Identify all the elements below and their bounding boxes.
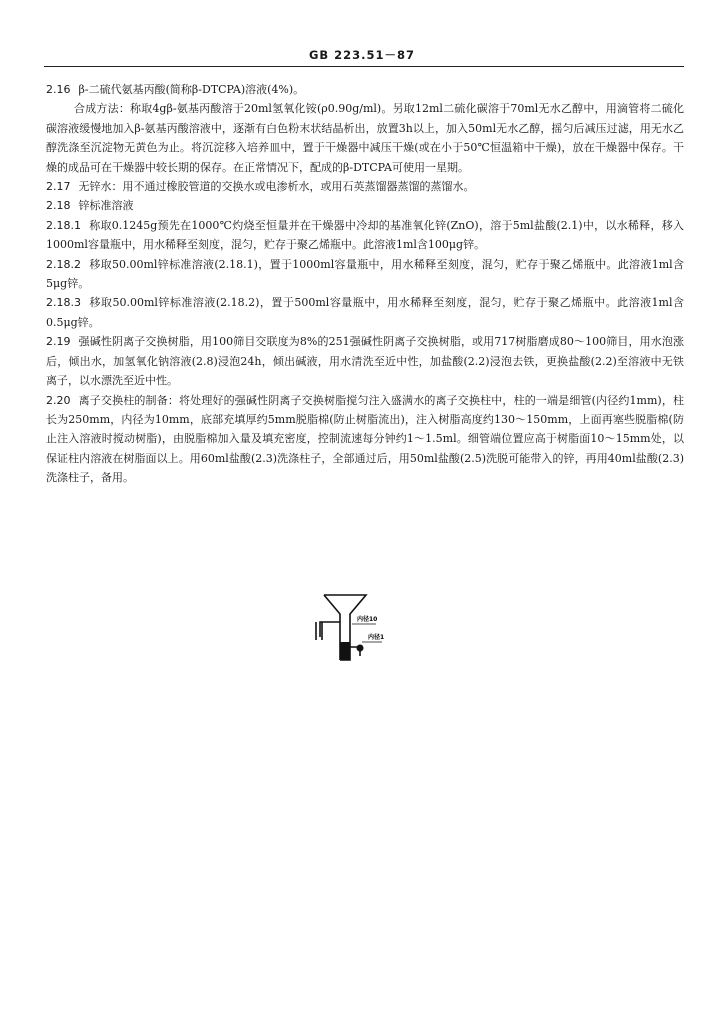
section-number: 2.19 bbox=[46, 335, 71, 349]
section-text: β-二硫代氨基丙酸(简称β-DTCPA)溶液(4%)。 bbox=[78, 83, 305, 96]
section-2-18-3 bbox=[46, 293, 684, 332]
section-number: 2.17 bbox=[46, 180, 71, 194]
label-inner-1: 内径1 bbox=[368, 634, 385, 641]
section-number: 2.20 bbox=[46, 393, 71, 407]
outlet-bulb bbox=[357, 645, 364, 652]
section-number: 2.16 bbox=[46, 83, 71, 96]
section-2-18-1 bbox=[46, 216, 684, 255]
section-text: 锌标准溶液 bbox=[78, 199, 134, 213]
ion-exchange-column-figure bbox=[310, 592, 420, 672]
section-2-16-body: 合成方法：称取4gβ-氨基丙酸溶于20ml氢氧化铵(ρ0.90g/ml)。另取12ml二硫化碳溶于70ml无水乙醇中，用滴管将二硫化碳溶液缓慢地加入β-氨基丙酸溶液中，逐渐有白色粉末状结晶析出，放置3h以上，加入50ml无水乙醇，摇匀后减压过滤，用无水乙醇洗涤至沉淀物无黄色为止。将沉淀移入培养皿中，置于干燥器中减压干燥(或在小于50℃恒温箱中干燥)，放在干燥器中保存。干燥的成品可在干燥器中较长期的保存。在正常情况下，配成的β-DTCPA可使用一星期。 bbox=[46, 102, 684, 174]
document-body bbox=[46, 80, 684, 488]
section-number: 2.18.2 bbox=[46, 257, 81, 271]
section-text: 移取50.00ml锌标准溶液(2.18.1)，置于1000ml容量瓶中，用水稀释至刻度，混匀，贮存于聚乙烯瓶中。此溶液1ml含5μg锌。 bbox=[46, 257, 684, 291]
section-2-18 bbox=[46, 196, 684, 215]
page-header: GB 223.51－87 bbox=[308, 48, 416, 62]
section-2-16-title bbox=[46, 80, 684, 99]
section-number: 2.18.1 bbox=[46, 218, 81, 232]
section-text: 称取0.1245g预先在1000℃灼烧至恒量并在干燥器中冷却的基准氧化锌(ZnO)，溶于5ml盐酸(2.1)中，以水稀释，移入1000ml容量瓶中，用水稀释至刻度，混匀，贮存于聚乙烯瓶中。此溶液1ml含100μg锌。 bbox=[46, 218, 684, 252]
section-number: 2.18 bbox=[46, 199, 71, 213]
header-rule bbox=[44, 66, 684, 67]
section-2-17 bbox=[46, 177, 684, 196]
section-text: 无锌水：用不通过橡胶管道的交换水或电渗析水，或用石英蒸馏器蒸馏的蒸馏水。 bbox=[78, 180, 475, 194]
section-2-20 bbox=[46, 391, 684, 488]
side-tube-top bbox=[320, 622, 340, 637]
section-text: 移取50.00ml锌标准溶液(2.18.2)，置于500ml容量瓶中，用水稀释至刻度，混匀，贮存于聚乙烯瓶中。此溶液1ml含0.5μg锌。 bbox=[46, 296, 684, 329]
section-2-19 bbox=[46, 332, 684, 390]
section-number: 2.18.3 bbox=[46, 296, 81, 310]
section-text: 离子交换柱的制备：将处理好的强碱性阴离子交换树脂搅匀注入盛满水的离子交换柱中，柱的一端是细管(内径约1mm)，柱长为250mm，内径为10mm，底部充填厚约5mm脱脂棉(防止树脂流出)，注入树脂高度约130～150mm，上面再塞些脱脂棉(防止注入溶液时搅动树脂)，由脱脂棉加入量及填充密度，控制流速每分钟约1～1.5ml。细管端位置应高于树脂面10～15mm处，以保证柱内溶液在树脂面以上。用60ml盐酸(2.3)洗涤柱子，全部通过后，用50ml盐酸(2.5)洗脱可能带入的锌，再用40ml盐酸(2.3)洗涤柱子，备用。 bbox=[46, 393, 684, 485]
section-text: 强碱性阴离子交换树脂，用100筛目交联度为8%的251强碱性阴离子交换树脂，或用717树脂磨成80～100筛目，用水泡涨后，倾出水，加氢氧化钠溶液(2.8)浸泡24h，倾出碱液，用水清洗至近中性，加盐酸(2.2)浸泡去铁，更换盐酸(2.2)至溶液中无铁离子，以水漂洗至近中性。 bbox=[46, 335, 684, 388]
label-inner-10: 内径10 bbox=[357, 616, 378, 623]
column-packing bbox=[340, 642, 350, 660]
section-2-18-2 bbox=[46, 255, 684, 294]
funnel-outline-left bbox=[324, 595, 340, 660]
